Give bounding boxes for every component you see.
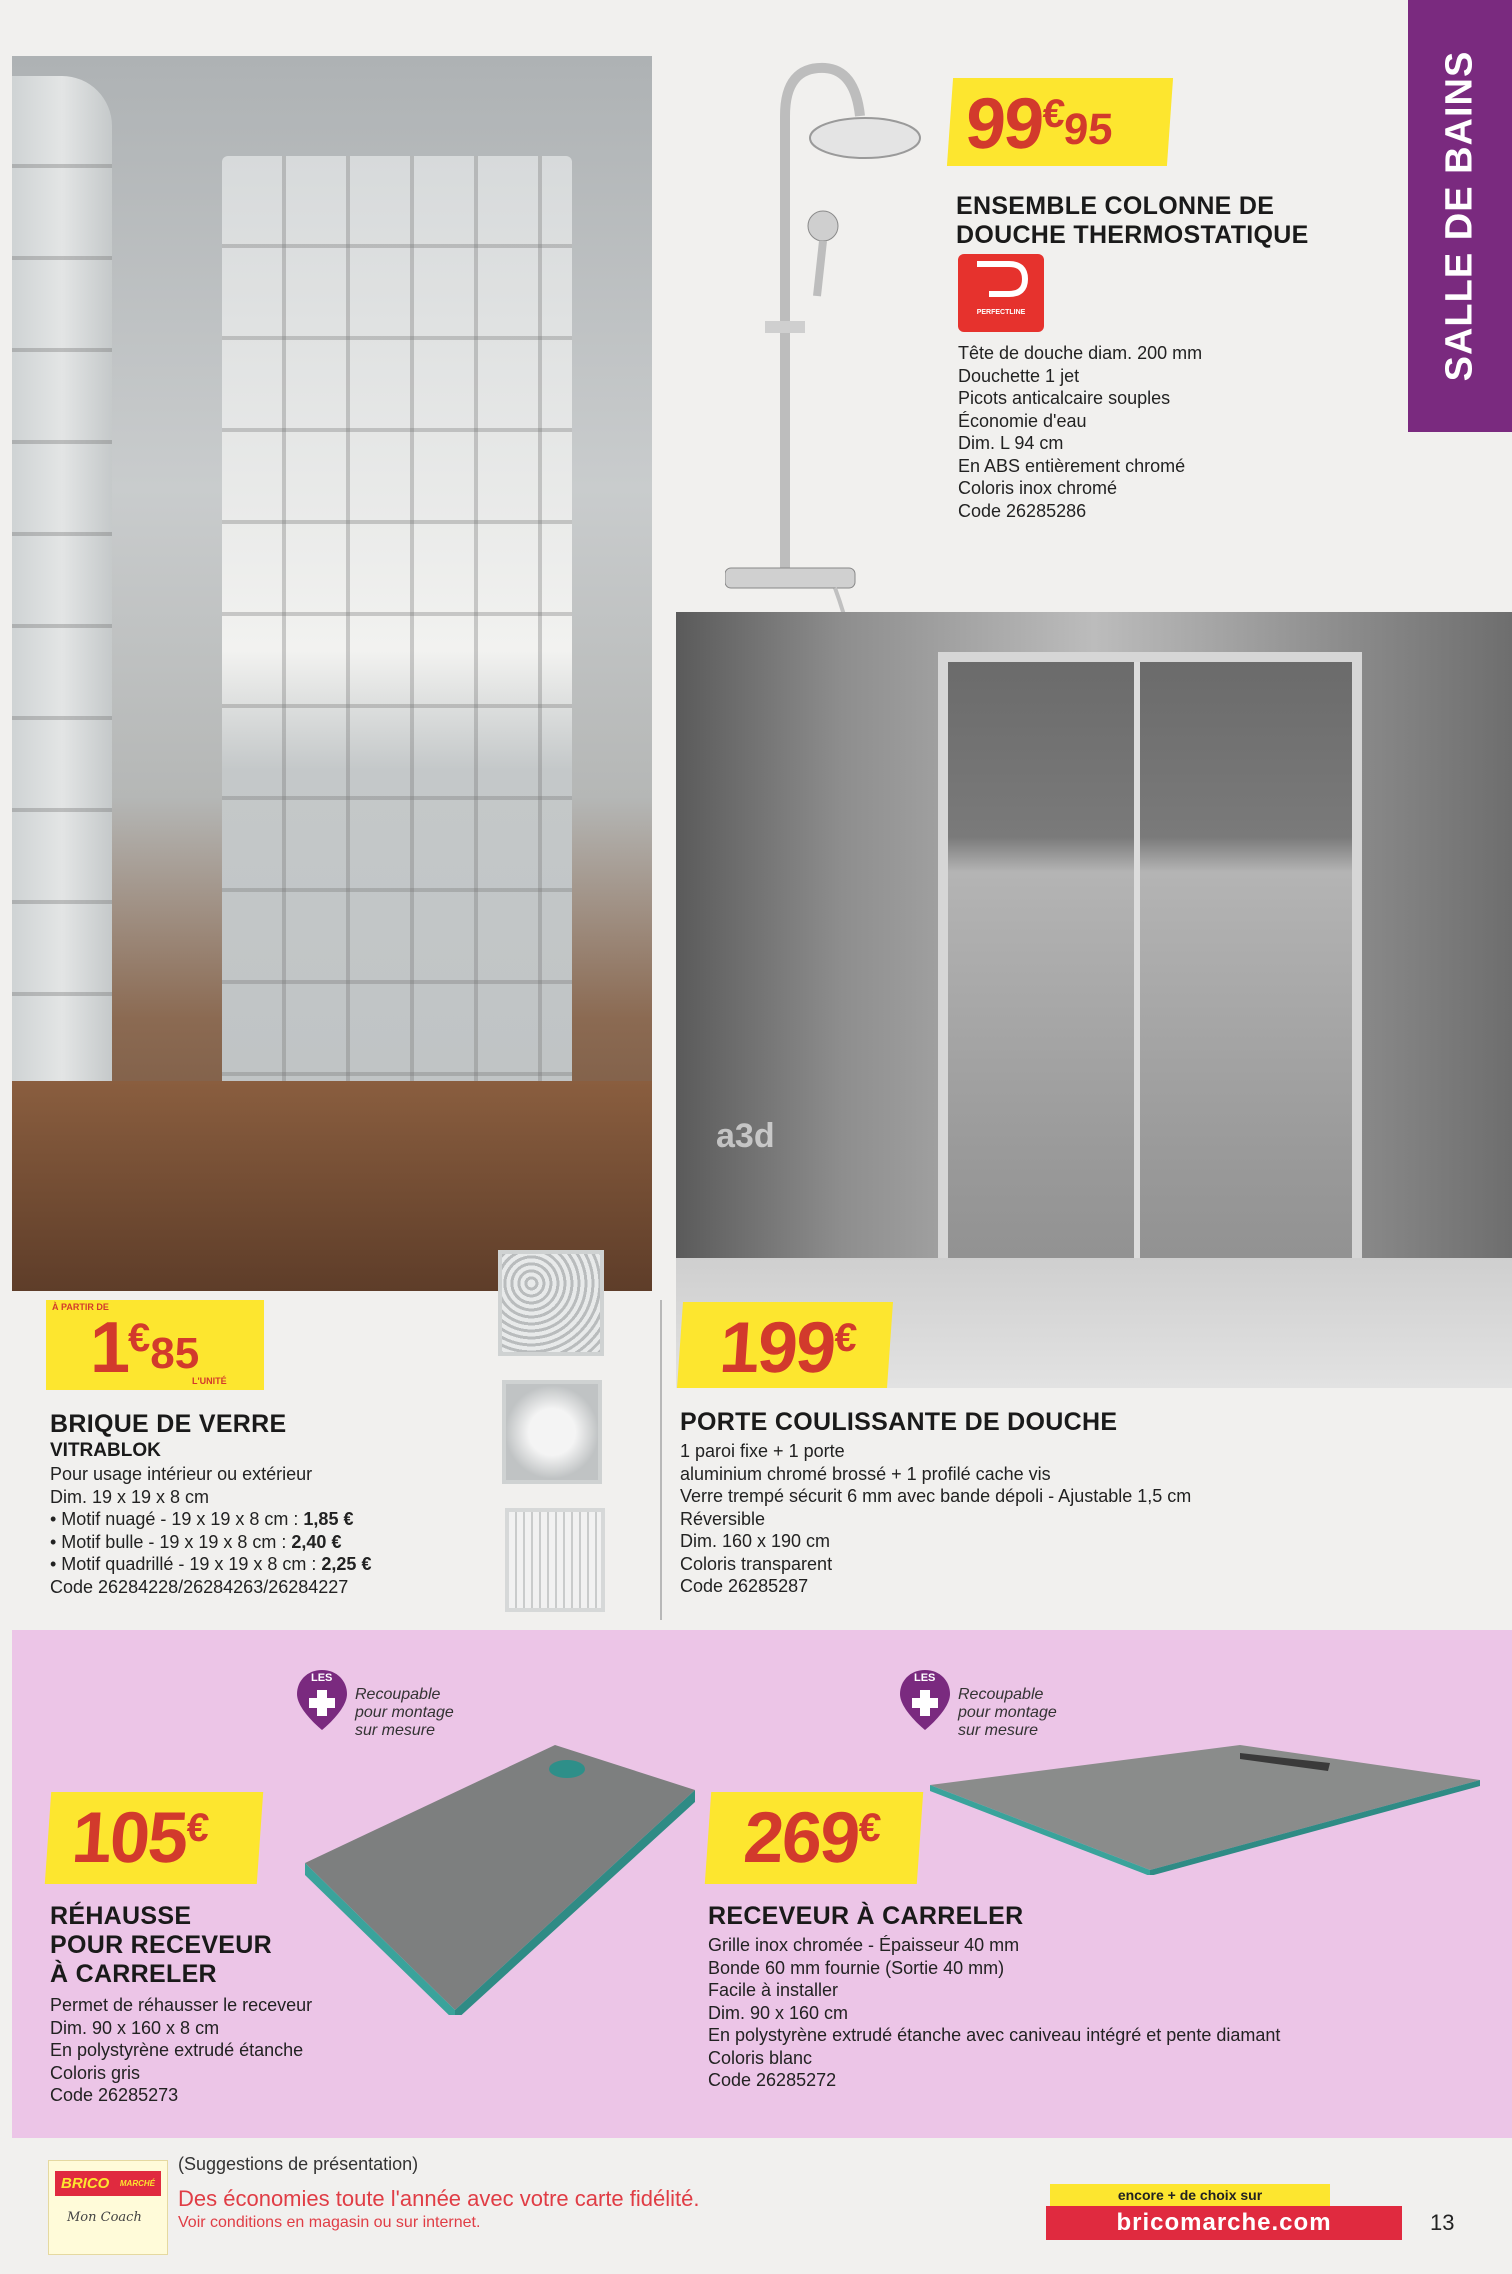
badge-text (355, 1686, 454, 1740)
bricomarche-logo (48, 2160, 168, 2255)
subtitle-brique: VITRABLOK (50, 1440, 161, 1461)
desc-porte-line: Verre trempé sécurit 6 mm avec bande dépoli - Ajustable 1,5 cm (680, 1486, 1192, 1506)
desc-rehausse-line: En polystyrène extrudé étanche (50, 2040, 304, 2060)
title-rehausse-line1: RÉHAUSSE (50, 1902, 192, 1930)
desc-porte-line: 1 paroi fixe + 1 porte (680, 1441, 845, 1461)
price-brique-cents: 85 (150, 1329, 200, 1378)
price-rehausse-main: 105 (69, 1798, 189, 1878)
bullet-text: • Motif bulle - 19 x 19 x 8 cm : (50, 1531, 292, 1552)
glass-brick-sample-quadrille (505, 1508, 605, 1612)
price-colonne-cents: 95 (1062, 105, 1115, 154)
glass-brick-wall (222, 156, 572, 1146)
price-brique-euro: € (128, 1316, 151, 1360)
desc-colonne-line: Dim. L 94 cm (958, 433, 1064, 453)
perfectline-logo (958, 254, 1044, 332)
section-tab-label: SALLE DE BAINS (1438, 50, 1481, 382)
logo-sub: MARCHÉ (119, 2179, 155, 2188)
title-porte: PORTE COULISSANTE DE DOUCHE (680, 1408, 1118, 1436)
price-tag-rehausse (45, 1792, 263, 1884)
loyalty-line1: Des économies toute l'année avec votre carte fidélité. (178, 2186, 700, 2211)
section-tab (1408, 0, 1512, 432)
perfectline-brand: PERFECTLINE (976, 309, 1026, 316)
desc-colonne-line: Douchette 1 jet (958, 365, 1080, 386)
desc-brique-bullet (50, 1508, 371, 1531)
desc-receveur-line: Dim. 90 x 160 cm (708, 2002, 849, 2023)
bullet-price: 2,40 € (291, 1531, 342, 1552)
desc-porte-line: Réversible (680, 1508, 766, 1529)
page-number: 13 (1430, 2210, 1455, 2235)
loyalty-line2: Voir conditions en magasin ou sur internet. (178, 2214, 481, 2231)
desc-rehausse-line: Permet de réhausser le receveur (50, 1995, 313, 2015)
bullet-price: 2,25 € (321, 1554, 372, 1574)
receveur-slab-image (930, 1745, 1490, 1875)
glass-brick-sample-bulle (502, 1380, 602, 1484)
title-rehausse-line3: À CARRELER (50, 1960, 217, 1988)
desc-receveur-line: Coloris blanc (708, 2047, 813, 2068)
badge-line: pour montage (958, 1704, 1057, 1721)
price-brique-suffix: L'UNITÉ (192, 1376, 227, 1386)
desc-receveur-line: Grille inox chromée - Épaisseur 40 mm (708, 1935, 1020, 1955)
desc-porte (680, 1440, 1191, 1598)
price-tag-colonne (947, 78, 1173, 166)
badge-text (958, 1686, 1057, 1740)
price-colonne-main: 99 (963, 84, 1045, 164)
price-brique-value (90, 1308, 200, 1388)
desc-brique-code: Code 26284228/26284263/26284227 (50, 1576, 349, 1597)
price-receveur-main: 269 (741, 1798, 861, 1878)
desc-rehausse-line: Coloris gris (50, 2062, 141, 2083)
column-divider (660, 1300, 662, 1620)
bullet-text: • Motif quadrillé - 19 x 19 x 8 cm : (50, 1554, 322, 1574)
desc-receveur-line: Code 26285272 (708, 2070, 837, 2090)
desc-porte-line: Coloris transparent (680, 1553, 833, 1574)
bullet-price: 1,85 € (303, 1509, 354, 1529)
website-link[interactable]: bricomarche.com (1046, 2206, 1402, 2240)
desc-brique-bullet (50, 1531, 371, 1554)
desc-receveur-line: Facile à installer (708, 1980, 839, 2000)
desc-receveur (708, 1934, 1280, 2092)
badge-recoupable-1 (295, 1668, 454, 1740)
perfectline-icon (971, 260, 1031, 306)
badge-recoupable-2 (898, 1668, 1057, 1740)
title-rehausse (50, 1902, 272, 1989)
desc-rehausse-line: Dim. 90 x 160 x 8 cm (50, 2017, 220, 2038)
badge-pin-label: LES (311, 1672, 333, 1684)
desc-receveur-line: Bonde 60 mm fournie (Sortie 40 mm) (708, 1957, 1005, 1978)
badge-line: pour montage (355, 1704, 454, 1721)
badge-line: Recoupable (958, 1686, 1044, 1703)
logo-text: BRICO (61, 2175, 110, 2192)
logo-script: Mon Coach (67, 2210, 142, 2225)
desc-colonne (958, 342, 1202, 522)
bullet-text: • Motif nuagé - 19 x 19 x 8 cm : (50, 1509, 304, 1529)
desc-porte-line: Dim. 160 x 190 cm (680, 1531, 831, 1551)
title-colonne (956, 192, 1309, 250)
desc-brique (50, 1463, 371, 1598)
price-colonne-euro: € (1041, 92, 1067, 136)
price-porte-euro: € (833, 1316, 859, 1360)
logo-banner (55, 2171, 161, 2196)
desc-rehausse (50, 1994, 312, 2107)
photo-glass-brick-shower (12, 56, 652, 1291)
desc-colonne-line: Code 26285286 (958, 500, 1087, 521)
web-tagline: encore + de choix sur (1050, 2184, 1330, 2206)
title-receveur: RECEVEUR À CARRELER (708, 1902, 1024, 1930)
price-rehausse-euro: € (185, 1806, 211, 1850)
rehausse-slab-image (305, 1745, 695, 2015)
desc-receveur-line: En polystyrène extrudé étanche avec caniveau intégré et pente diamant (708, 2025, 1281, 2045)
desc-porte-line: Code 26285287 (680, 1576, 809, 1596)
badge-line: Recoupable (355, 1686, 441, 1703)
desc-brique-line: Pour usage intérieur ou extérieur (50, 1464, 313, 1484)
desc-colonne-line: Tête de douche diam. 200 mm (958, 343, 1203, 363)
desc-colonne-line: Picots anticalcaire souples (958, 388, 1171, 408)
title-colonne-line1: ENSEMBLE COLONNE DE (956, 192, 1275, 220)
price-tag-receveur (705, 1792, 923, 1884)
price-porte-main: 199 (716, 1308, 837, 1388)
desc-colonne-line: En ABS entièrement chromé (958, 455, 1186, 476)
desc-brique-line: Dim. 19 x 19 x 8 cm (50, 1486, 210, 1507)
glass-brick-sample-nuage (498, 1250, 604, 1356)
watermark: a3d (716, 1117, 775, 1155)
price-brique-prefix: À PARTIR DE (52, 1302, 109, 1312)
desc-rehausse-line: Code 26285273 (50, 2085, 179, 2105)
badge-pin-label: LES (914, 1672, 936, 1684)
price-tag-brique (46, 1300, 264, 1390)
title-brique: BRIQUE DE VERRE (50, 1410, 287, 1438)
price-tag-porte (677, 1302, 893, 1388)
glass-brick-column (12, 76, 112, 1256)
title-rehausse-line2: POUR RECEVEUR (50, 1931, 272, 1959)
desc-brique-bullet (50, 1553, 371, 1576)
title-colonne-line2: DOUCHE THERMOSTATIQUE (956, 221, 1309, 249)
photo-sliding-shower-door (676, 612, 1512, 1388)
desc-porte-line: aluminium chromé brossé + 1 profilé cache vis (680, 1463, 1051, 1484)
price-receveur-euro: € (857, 1806, 883, 1850)
badge-line: sur mesure (355, 1722, 436, 1739)
badge-line: sur mesure (958, 1722, 1039, 1739)
suggestion-note: (Suggestions de présentation) (178, 2154, 419, 2174)
desc-colonne-line: Coloris inox chromé (958, 478, 1118, 498)
price-brique-main: 1 (90, 1308, 129, 1388)
desc-colonne-line: Économie d'eau (958, 410, 1087, 431)
